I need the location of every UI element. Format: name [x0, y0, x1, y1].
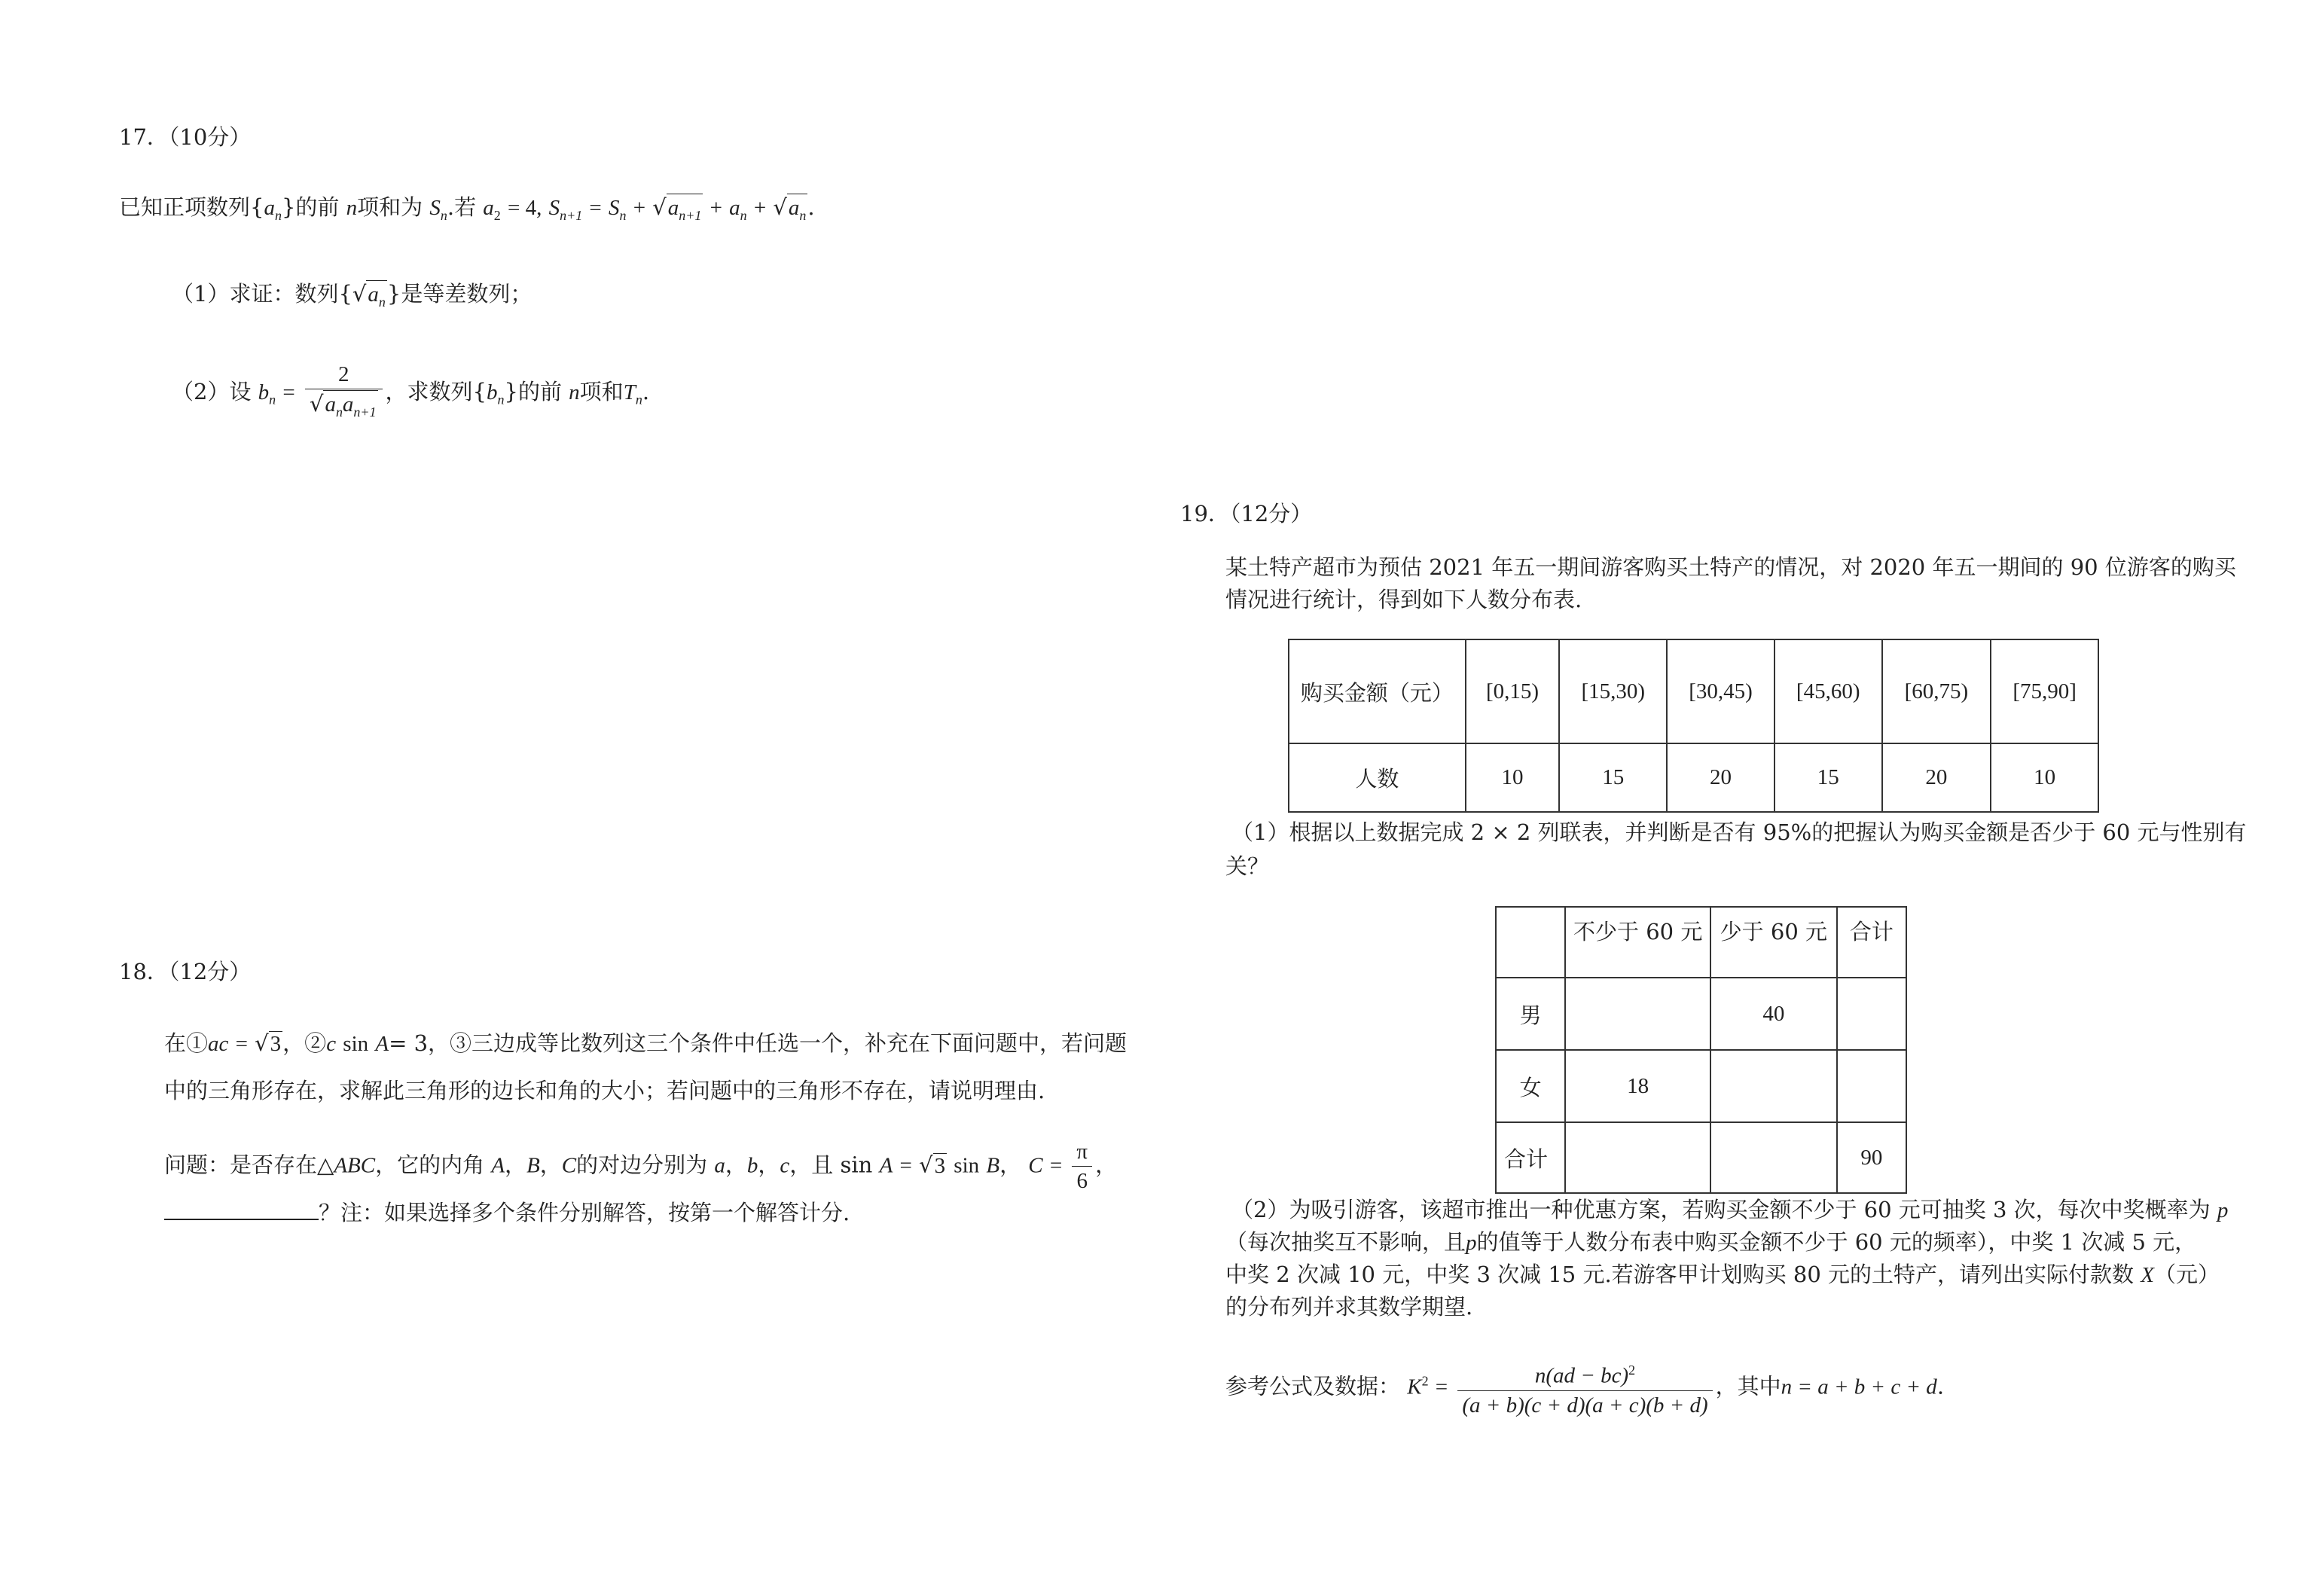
count-cell: 10 [1991, 743, 2098, 812]
table-cell[interactable] [1710, 1122, 1837, 1193]
q17-fraction: $\frac{2}{√a_na_{n+1}}$ [305, 360, 383, 426]
interval-cell: [60,75) [1882, 639, 1991, 743]
q18-line2: 中的三角形存在，求解此三角形的边长和角的大小；若问题中的三角形不存在，请说明理由. [164, 1078, 1045, 1103]
table-cell[interactable] [1837, 1050, 1906, 1122]
corner-cell [1496, 907, 1565, 978]
q18-question: 问题：是否存在△ABC，它的内角 A，B，C的对边分别为 a，b，c，且 sin A = √3 sin B， C = $\frac{\pi}{6}$ ， [164, 1137, 1117, 1195]
column-header: 不少于 60 元 [1565, 907, 1710, 978]
count-cell: 15 [1774, 743, 1882, 812]
q19-header: 19．（12分） [1180, 501, 1313, 526]
table-cell[interactable] [1565, 978, 1710, 1050]
column-header: 合计 [1837, 907, 1906, 978]
q18-header: 18．（12分） [119, 959, 252, 984]
q17-header: 17．（10分） [119, 124, 252, 150]
row-header: 男 [1496, 978, 1565, 1050]
table-cell[interactable]: 18 [1565, 1050, 1710, 1122]
row-header: 女 [1496, 1050, 1565, 1122]
q19-intro-line1: 某土特产超市为预估 2021 年五一期间游客购买土特产的情况，对 2020 年五一期间的 90 位游客的购买 [1225, 554, 2236, 580]
interval-cell: [0,15) [1466, 639, 1560, 743]
table-row [1496, 1122, 1906, 1193]
q19-part2-line3: 中奖 2 次减 10 元，中奖 3 次减 15 元.若游客甲计划购买 80 元的土特产，请列出实际付款数 X（元） [1225, 1262, 2220, 1287]
distribution-table [1288, 639, 2099, 813]
q18-note: ？注：如果选择多个条件分别解答，按第一个解答计分. [164, 1198, 850, 1228]
q19-part2-line2: （每次抽奖互不影响，且p的值等于人数分布表中购买金额不少于 60 元的频率），中奖 1 次减 5 元， [1225, 1229, 2197, 1255]
answer-blank[interactable] [164, 1199, 319, 1220]
table-row [1289, 743, 2098, 812]
count-cell: 20 [1667, 743, 1774, 812]
row-header: 人数 [1289, 743, 1466, 812]
table-cell[interactable] [1837, 978, 1906, 1050]
q19-part2-line1: （2）为吸引游客，该超市推出一种优惠方案，若购买金额不少于 60 元可抽奖 3 次，每次中奖概率为 p [1231, 1197, 2229, 1222]
table-row [1496, 1050, 1906, 1122]
count-cell: 20 [1882, 743, 1991, 812]
q17-part2: （2）设 $b_n$ = $\frac{2}{√a_na_{n+1}}$ ，求数列$\{b_n\}$的前 n项和$T_n$. [172, 360, 649, 426]
column-header: 少于 60 元 [1710, 907, 1837, 978]
q19-part1-line1: （1）根据以上数据完成 2 × 2 列联表，并判断是否有 95%的把握认为购买金额是否少于 60 元与性别有 [1231, 819, 2247, 845]
interval-cell: [30,45) [1667, 639, 1774, 743]
q18-pi-over-6: $\frac{\pi}{6}$ [1072, 1137, 1092, 1195]
interval-cell: [45,60) [1774, 639, 1882, 743]
table-cell[interactable] [1565, 1122, 1710, 1193]
table-cell[interactable]: 90 [1837, 1122, 1906, 1193]
table-row [1496, 907, 1906, 978]
table-cell[interactable] [1710, 1050, 1837, 1122]
row-header: 合计 [1496, 1122, 1565, 1193]
count-cell: 10 [1466, 743, 1560, 812]
count-cell: 15 [1559, 743, 1667, 812]
q17-part1: （1）求证：数列$\{√a_n\}$是等差数列； [172, 281, 533, 310]
q17-stem: 已知正项数列$\{a_n\}$的前 n项和为 $S_n$.若 $a_2 = 4$, $S_{n+1} = S_n + √a_{n+1} + a_n + √a_n$. [119, 194, 815, 223]
table-cell[interactable]: 40 [1710, 978, 1837, 1050]
q19-part1-line2: 关？ [1225, 853, 1270, 879]
contingency-table [1495, 906, 1907, 1194]
q19-intro-line2: 情况进行统计，得到如下人数分布表. [1225, 587, 1582, 612]
row-header: 购买金额（元） [1289, 639, 1466, 743]
table-row [1496, 978, 1906, 1050]
q19-part2-line4: 的分布列并求其数学期望. [1225, 1294, 1473, 1320]
interval-cell: [15,30) [1559, 639, 1667, 743]
k-squared-fraction: $\frac{n(ad - bc)^2}{(a + b)(c + d)(a + c)(b + d)}$ [1457, 1356, 1712, 1420]
q19-reference-formula: 参考公式及数据： $K^2$ = $\frac{n(ad - bc)^2}{(a + b)(c + d)(a + c)(b + d)}$ ，其中n = a + b + c + d. [1225, 1356, 1944, 1420]
interval-cell: [75,90] [1991, 639, 2098, 743]
table-row [1289, 639, 2098, 743]
q18-line1: 在①ac = √3，②c sin A= 3，③三边成等比数列这三个条件中任选一个，补充在下面问题中，若问题 [164, 1030, 1128, 1056]
